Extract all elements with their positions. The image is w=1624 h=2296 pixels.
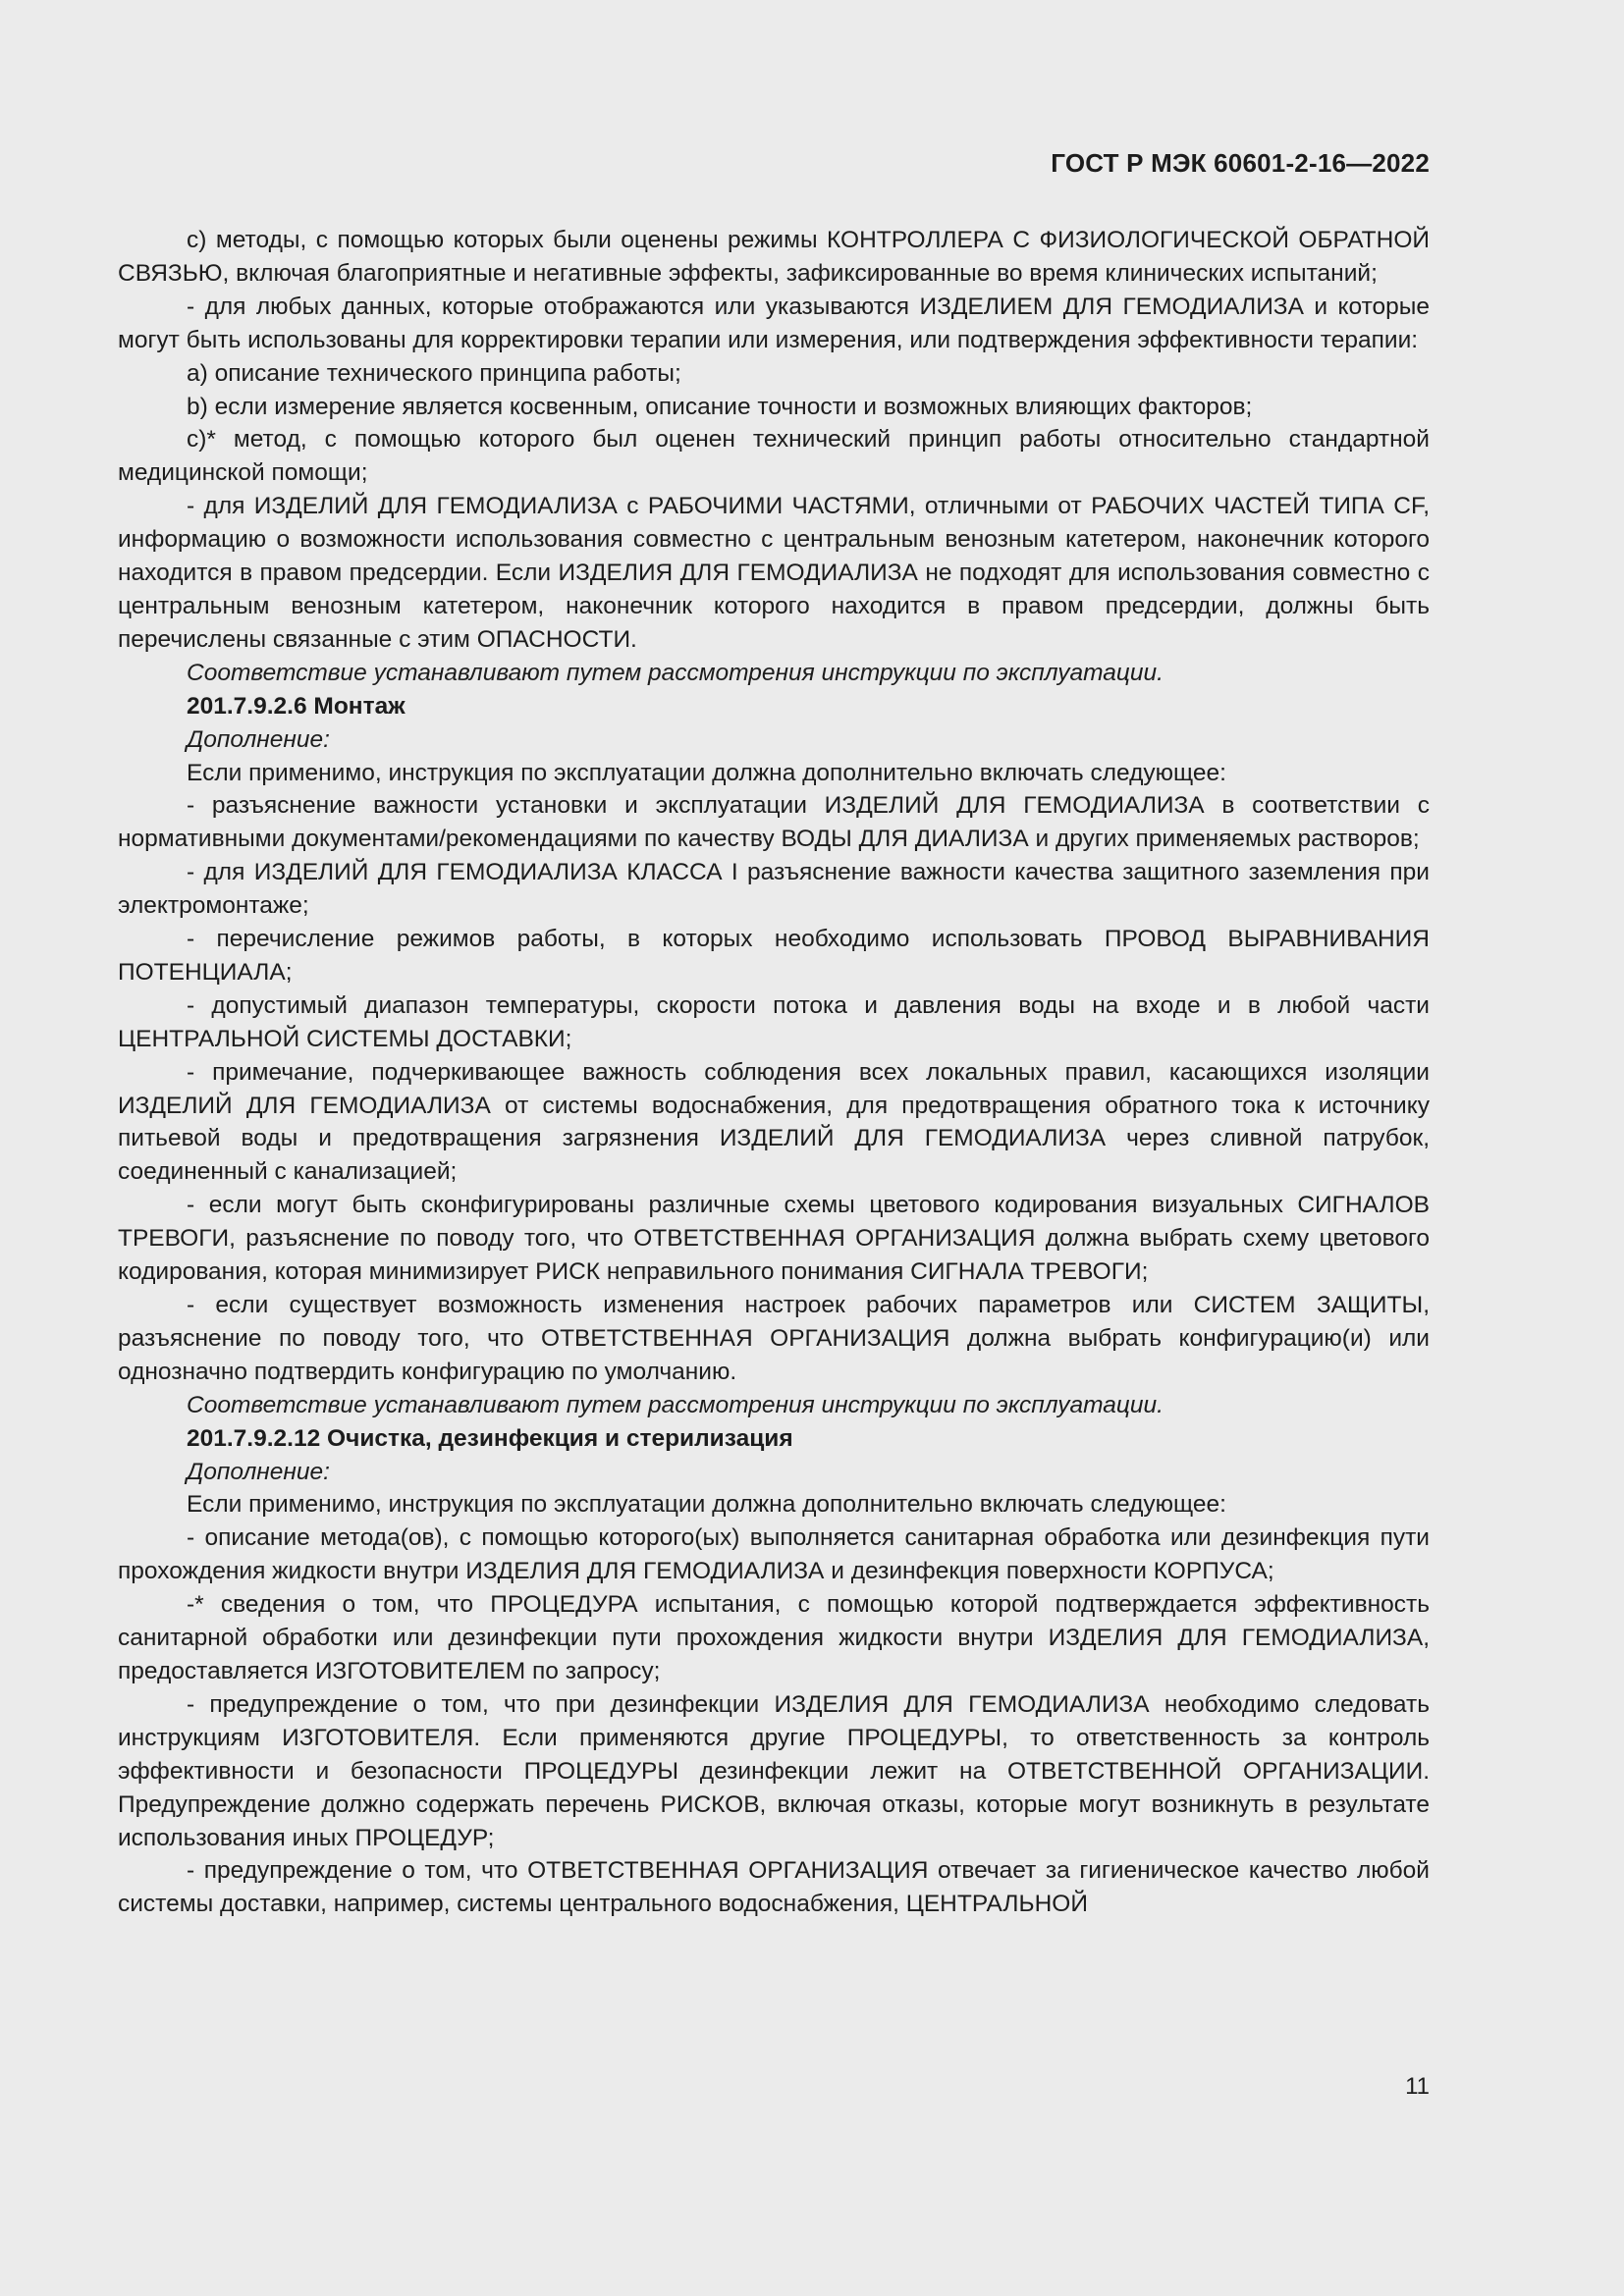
paragraph-intro: Если применимо, инструкция по эксплуатации должна дополнительно включать следующее: (187, 759, 1226, 786)
compliance-note: Соответствие устанавливают путем рассмотрения инструкции по эксплуатации. (187, 659, 1164, 686)
list-item-water-range: - допустимый диапазон температуры, скорости потока и давления воды на входе и в любой части ЦЕНТРАЛЬНОЙ СИСТЕМЫ ДОСТАВКИ; (118, 991, 1430, 1052)
addition-label: Дополнение: (187, 1458, 330, 1485)
list-item-sanitizing-method: - описание метода(ов), с помощью которого(ых) выполняется санитарная обработка или дезинфекция пути прохождения жидкости внутри ИЗДЕЛИЯ ДЛЯ ГЕМОДИАЛИЗА и дезинфекция поверхности КОРПУСА; (118, 1524, 1430, 1585)
section-heading-cleaning: 201.7.9.2.12 Очистка, дезинфекция и стерилизация (187, 1424, 793, 1452)
list-item-applied-parts: - для ИЗДЕЛИЙ ДЛЯ ГЕМОДИАЛИЗА с РАБОЧИМИ ЧАСТЯМИ, отличными от РАБОЧИХ ЧАСТЕЙ ТИПА CF, информацию о возможности использования совместно с центральным венозным катетером, наконечник которого находится в правом предсердии. Если ИЗДЕЛИЯ ДЛЯ ГЕМОДИАЛИЗА не подходят для использования совместно с центральным венозным катетером, наконечник которого находится в правом предсердии, должны быть перечислены связанные с этим ОПАСНОСТИ. (118, 493, 1430, 653)
list-item-installation-importance: - разъяснение важности установки и эксплуатации ИЗДЕЛИЙ ДЛЯ ГЕМОДИАЛИЗА в соответствии с нормативными документами/рекомендациями по качеству ВОДЫ ДЛЯ ДИАЛИЗА и других применяемых растворов; (118, 792, 1430, 853)
list-item-c-assessment: c)* метод, с помощью которого был оценен технический принцип работы относительно стандартной медицинской помощи; (118, 426, 1430, 487)
list-item-test-procedure: -* сведения о том, что ПРОЦЕДУРА испытания, с помощью которой подтверждается эффективность санитарной обработки или дезинфекции пути прохождения жидкости внутри ИЗДЕЛИЯ ДЛЯ ГЕМОДИАЛИЗА, предоставляется ИЗГОТОВИТЕЛЕМ по запросу; (118, 1591, 1430, 1684)
document-body (118, 224, 1430, 1921)
page-number: 11 (1405, 2073, 1430, 2100)
document-header: ГОСТ Р МЭК 60601-2-16—2022 (1051, 148, 1430, 178)
list-item-hygiene-warning: - предупреждение о том, что ОТВЕТСТВЕННАЯ ОРГАНИЗАЦИЯ отвечает за гигиеническое качество любой системы доставки, например, системы центрального водоснабжения, ЦЕНТРАЛЬНОЙ (118, 1857, 1430, 1918)
section-heading-installation: 201.7.9.2.6 Монтаж (187, 692, 406, 720)
list-item-class-i-grounding: - для ИЗДЕЛИЙ ДЛЯ ГЕМОДИАЛИЗА КЛАССА I разъяснение важности качества защитного заземления при электромонтаже; (118, 859, 1430, 920)
list-item-c-methods: c) методы, с помощью которых были оценены режимы КОНТРОЛЛЕРА С ФИЗИОЛОГИЧЕСКОЙ ОБРАТНОЙ СВЯЗЬЮ, включая благоприятные и негативные эффекты, зафиксированные во время клинических испытаний; (118, 227, 1430, 287)
list-item-a-principle: a) описание технического принципа работы; (187, 359, 681, 387)
paragraph-intro: Если применимо, инструкция по эксплуатации должна дополнительно включать следующее: (187, 1491, 1226, 1519)
list-item-data-display: - для любых данных, которые отображаются или указываются ИЗДЕЛИЕМ ДЛЯ ГЕМОДИАЛИЗА и которые могут быть использованы для корректировки терапии или измерения, или подтверждения эффективности терапии: (118, 293, 1430, 353)
list-item-equipotential-wire: - перечисление режимов работы, в которых необходимо использовать ПРОВОД ВЫРАВНИВАНИЯ ПОТЕНЦИАЛА; (118, 926, 1430, 986)
list-item-isolation-note: - примечание, подчеркивающее важность соблюдения всех локальных правил, касающихся изоляции ИЗДЕЛИЙ ДЛЯ ГЕМОДИАЛИЗА от системы водоснабжения, для предотвращения обратного тока к источнику питьевой воды и предотвращения загрязнения ИЗДЕЛИЙ ДЛЯ ГЕМОДИАЛИЗА через сливной патрубок, соединенный с канализацией; (118, 1058, 1430, 1186)
list-item-disinfection-warning: - предупреждение о том, что при дезинфекции ИЗДЕЛИЯ ДЛЯ ГЕМОДИАЛИЗА необходимо следовать инструкциям ИЗГОТОВИТЕЛЯ. Если применяются другие ПРОЦЕДУРЫ, то ответственность за контроль эффективности и безопасности ПРОЦЕДУРЫ дезинфекции лежит на ОТВЕТСТВЕННОЙ ОРГАНИЗАЦИИ. Предупреждение должно содержать перечень РИСКОВ, включая отказы, которые могут возникнуть в результате использования иных ПРОЦЕДУР; (118, 1690, 1430, 1851)
list-item-alarm-colors: - если могут быть сконфигурированы различные схемы цветового кодирования визуальных СИГНАЛОВ ТРЕВОГИ, разъяснение по поводу того, что ОТВЕТСТВЕННАЯ ОРГАНИЗАЦИЯ должна выбрать схему цветового кодирования, которая минимизирует РИСК неправильного понимания СИГНАЛА ТРЕВОГИ; (118, 1192, 1430, 1286)
list-item-b-indirect-measurement: b) если измерение является косвенным, описание точности и возможных влияющих факторов; (187, 393, 1253, 420)
compliance-note: Соответствие устанавливают путем рассмотрения инструкции по эксплуатации. (187, 1391, 1164, 1418)
addition-label: Дополнение: (187, 725, 330, 753)
list-item-settings-change: - если существует возможность изменения настроек рабочих параметров или СИСТЕМ ЗАЩИТЫ, разъяснение по поводу того, что ОТВЕТСТВЕННАЯ ОРГАНИЗАЦИЯ должна выбрать конфигурацию(и) или однозначно подтвердить конфигурацию по умолчанию. (118, 1292, 1430, 1385)
